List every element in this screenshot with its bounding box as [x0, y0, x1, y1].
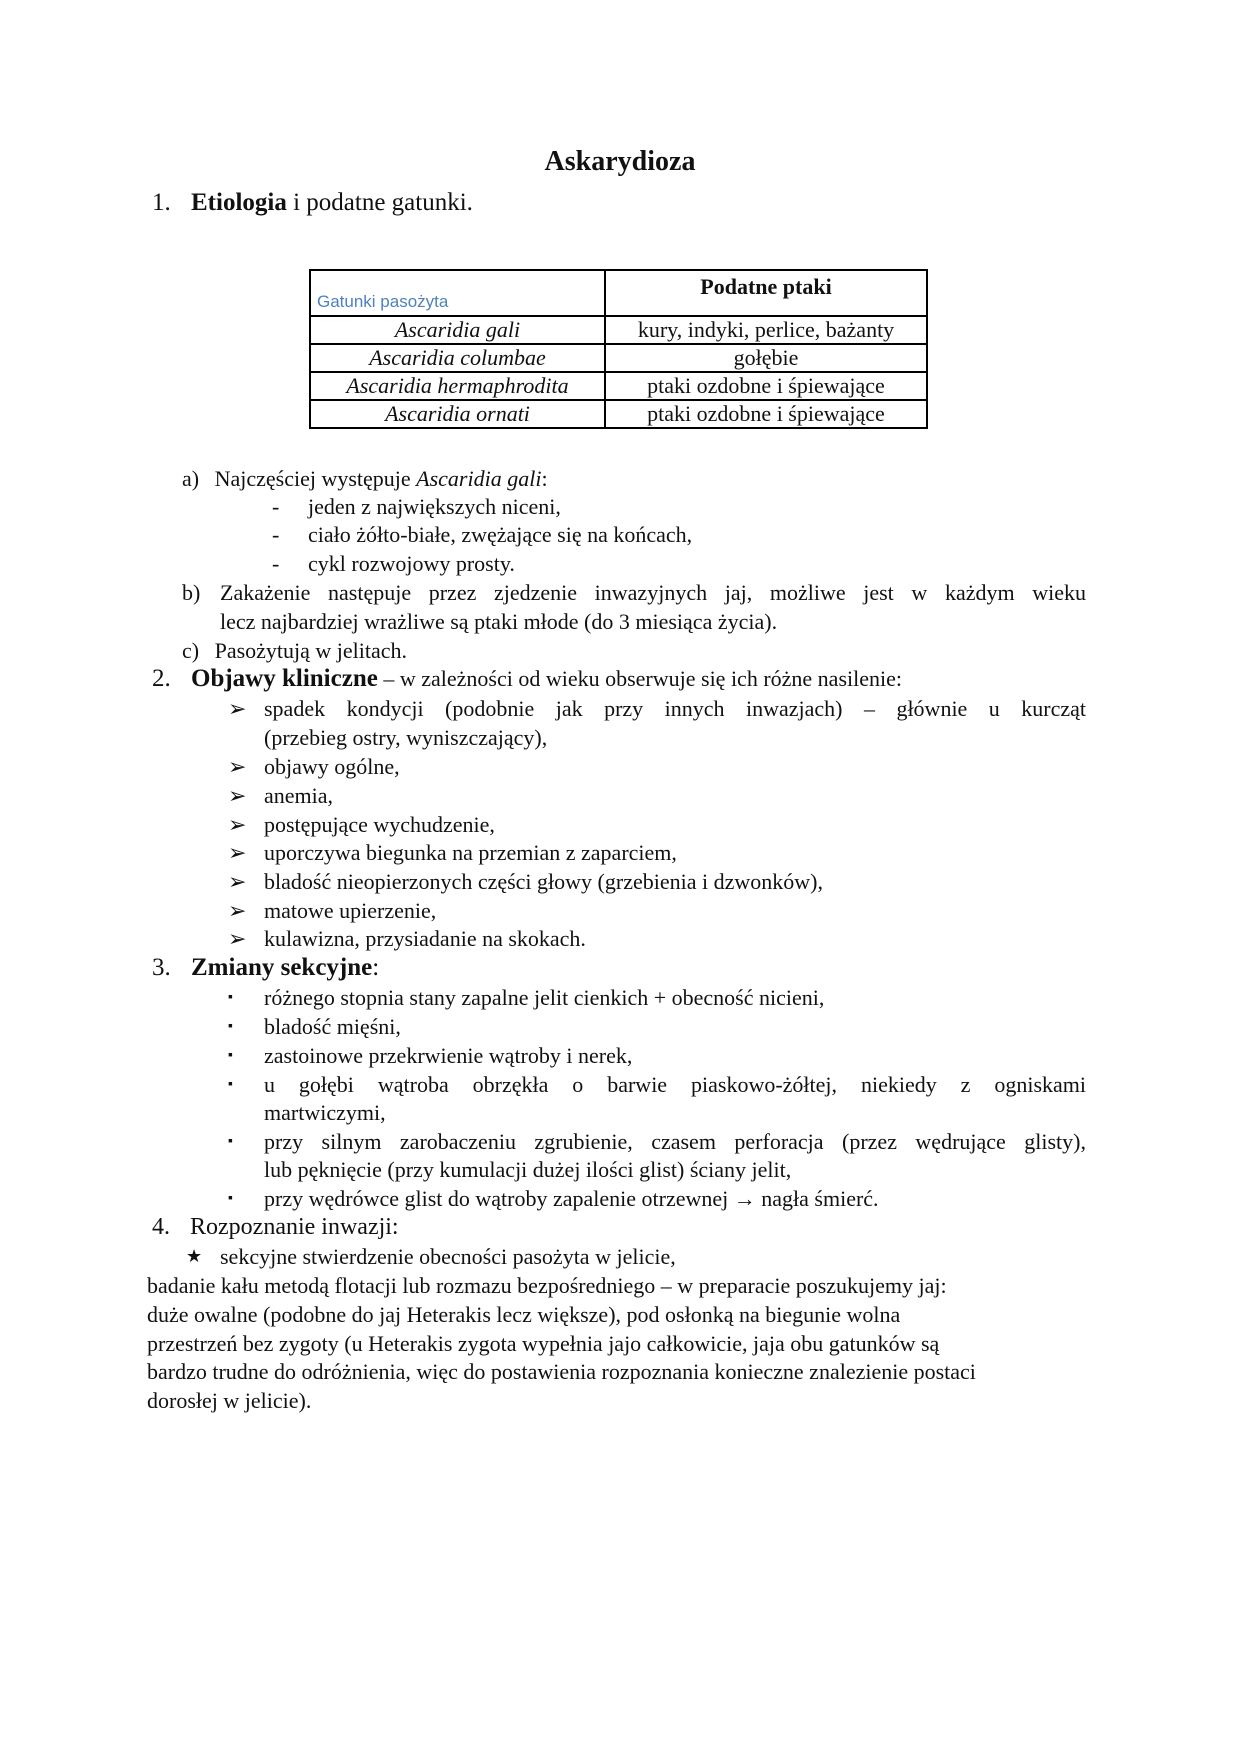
list-item-continuation: (przebieg ostry, wyniszczający),	[264, 725, 548, 750]
table-cell-hosts: ptaki ozdobne i śpiewające	[605, 400, 927, 428]
section-heading-rest: – w zależności od wieku obserwuje się ich różne nasilenie:	[377, 666, 902, 691]
square-bullet-icon: ▪	[228, 1134, 233, 1149]
dash-bullet-icon: -	[272, 494, 280, 519]
dash-bullet-icon: -	[272, 522, 280, 547]
paragraph-line: badanie kału metodą flotacji lub rozmazu bezpośredniego – w preparacie poszukujemy jaj:	[147, 1273, 947, 1298]
section-heading-bold: Zmiany sekcyjne	[191, 954, 373, 981]
list-item-text: jeden z największych niceni,	[308, 494, 561, 519]
paragraph-line: duże owalne (podobne do jaj Heterakis lecz większe), pod osłonką na biegunie wolna	[147, 1302, 901, 1327]
list-item: bladość mięśni,	[264, 1014, 401, 1039]
chevron-bullet-icon: ➢	[228, 898, 247, 923]
table-cell-species: Ascaridia ornati	[310, 400, 605, 428]
list-item-text: przy wędrówce glist do wątroby zapalenie otrzewnej	[264, 1186, 734, 1211]
section-number: 2.	[152, 665, 171, 692]
document-title: Askarydioza	[544, 146, 696, 177]
chevron-bullet-icon: ➢	[228, 840, 247, 865]
paragraph-line: przestrzeń bez zygoty (u Heterakis zygota wypełnia jajo całkowicie, jaja obu gatunków są	[147, 1331, 940, 1356]
section-heading-rest: :	[372, 954, 380, 981]
section-2-heading	[152, 664, 902, 693]
chevron-bullet-icon: ➢	[228, 783, 247, 808]
list-item-continuation: lub pęknięcie (przy kumulacji dużej ilości glist) ściany jelit,	[264, 1157, 792, 1182]
section-heading-bold: Objawy kliniczne	[191, 665, 378, 692]
chevron-bullet-icon: ➢	[228, 926, 247, 951]
list-item	[272, 520, 692, 549]
table-header-row	[310, 270, 927, 316]
species-name: Ascaridia gali	[416, 466, 542, 491]
table-row	[310, 316, 927, 344]
square-bullet-icon: ▪	[228, 1019, 233, 1034]
table-cell-hosts: gołębie	[605, 344, 927, 372]
punctuation: :	[541, 466, 548, 491]
list-item: przy silnym zarobaczeniu zgrubienie, czasem perforacja (przez wędrujące glisty),	[264, 1129, 1086, 1154]
list-item: matowe upierzenie,	[264, 898, 437, 923]
square-bullet-icon: ▪	[228, 990, 233, 1005]
table-row	[310, 372, 927, 400]
list-item: u gołębi wątroba obrzękła o barwie piaskowo-żółtej, niekiedy z ogniskami	[264, 1072, 1086, 1097]
chevron-bullet-icon: ➢	[228, 754, 247, 779]
table-cell-hosts: ptaki ozdobne i śpiewające	[605, 372, 927, 400]
list-item-continuation: martwiczymi,	[264, 1100, 386, 1125]
list-item: zastoinowe przekrwienie wątroby i nerek,	[264, 1043, 633, 1068]
paragraph-line: dorosłej w jelicie).	[147, 1388, 312, 1413]
section-heading: Rozpoznanie inwazji:	[190, 1214, 399, 1240]
section-3-heading	[152, 953, 379, 982]
section-heading-rest: i podatne gatunki.	[286, 189, 473, 216]
paragraph-line: bardzo trudne do odróżnienia, więc do postawienia rozpoznania konieczne znalezienie postaci	[147, 1359, 976, 1384]
table-cell-species: Ascaridia gali	[310, 316, 605, 344]
point-a	[182, 464, 548, 493]
square-bullet-icon: ▪	[228, 1048, 233, 1063]
list-item: postępujące wychudzenie,	[264, 812, 495, 837]
list-item: różnego stopnia stany zapalne jelit cienkich + obecność nicieni,	[264, 985, 825, 1010]
point-b-line2: lecz najbardziej wrażliwe są ptaki młode (do 3 miesiąca życia).	[220, 609, 778, 634]
list-item: spadek kondycji (podobnie jak przy innych inwazjach) – głównie u kurcząt	[264, 696, 1086, 721]
section-number: 3.	[152, 954, 171, 981]
list-marker: c)	[182, 638, 200, 663]
point-text: Pasożytują w jelitach.	[214, 638, 408, 663]
point-text: Najczęściej występuje	[214, 466, 417, 491]
chevron-bullet-icon: ➢	[228, 812, 247, 837]
parasite-species-table	[309, 269, 928, 429]
point-c	[182, 636, 407, 665]
table-header-cell: Gatunki pasożyta	[310, 270, 605, 316]
square-bullet-icon: ▪	[228, 1191, 233, 1206]
list-item-text: nagła śmierć.	[755, 1186, 879, 1211]
chevron-bullet-icon: ➢	[228, 696, 247, 721]
list-item	[264, 1184, 879, 1213]
dash-bullet-icon: -	[272, 551, 280, 576]
list-item: objawy ogólne,	[264, 754, 400, 779]
list-item-text: cykl rozwojowy prosty.	[308, 551, 515, 576]
table-row	[310, 344, 927, 372]
table-cell-hosts: kury, indyki, perlice, bażanty	[605, 316, 927, 344]
list-item: bladość nieopierzonych części głowy (grzebienia i dzwonków),	[264, 869, 823, 894]
section-heading-bold: Etiologia	[191, 189, 287, 216]
section-number: 1.	[152, 189, 171, 216]
section-1-heading	[152, 188, 473, 217]
list-item: sekcyjne stwierdzenie obecności pasożyta w jelicie,	[220, 1244, 676, 1269]
list-item	[272, 492, 561, 521]
table-cell-species: Ascaridia columbae	[310, 344, 605, 372]
arrow-right-icon: →	[733, 1186, 756, 1211]
point-b	[182, 578, 200, 607]
list-item: uporczywa biegunka na przemian z zaparciem,	[264, 840, 677, 865]
list-marker: a)	[182, 466, 200, 491]
list-item: kulawizna, przysiadanie na skokach.	[264, 926, 586, 951]
list-item	[272, 549, 515, 578]
table-cell-species: Ascaridia hermaphrodita	[310, 372, 605, 400]
star-bullet-icon: ★	[186, 1246, 203, 1266]
table-row	[310, 400, 927, 428]
chevron-bullet-icon: ➢	[228, 869, 247, 894]
table-header-cell: Podatne ptaki	[605, 270, 927, 316]
square-bullet-icon: ▪	[228, 1077, 233, 1092]
section-number: 4.	[152, 1214, 170, 1240]
section-4-heading	[152, 1213, 399, 1242]
point-b-line1: Zakażenie następuje przez zjedzenie inwazyjnych jaj, możliwe jest w każdym wieku	[220, 580, 1086, 605]
list-item-text: ciało żółto-białe, zwężające się na końcach,	[308, 522, 693, 547]
list-item: anemia,	[264, 783, 334, 808]
list-marker: b)	[182, 580, 201, 605]
